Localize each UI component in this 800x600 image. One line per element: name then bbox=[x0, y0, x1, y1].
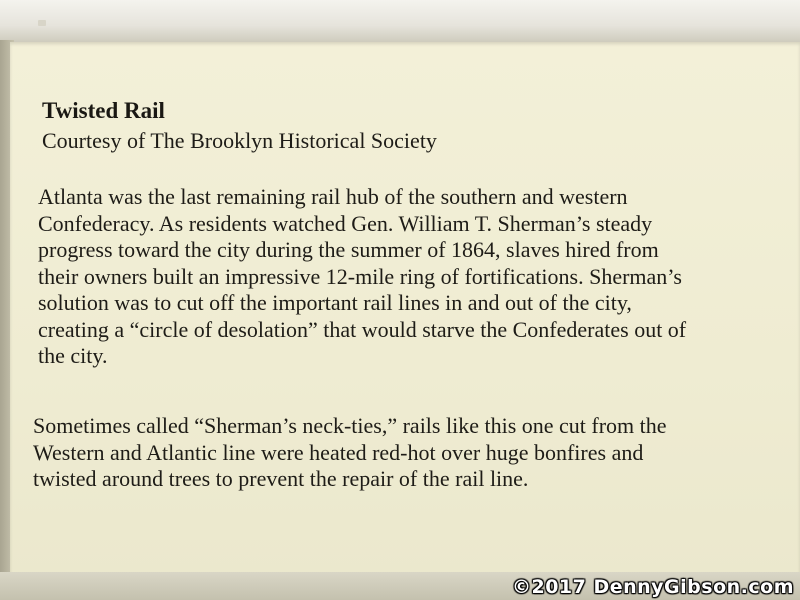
placard-paragraph-2 bbox=[33, 413, 667, 493]
rail-notch bbox=[38, 20, 46, 26]
paragraph-line: Confederacy. As residents watched Gen. William T. Sherman’s steady bbox=[38, 210, 653, 236]
paragraph-line: Atlanta was the last remaining rail hub of the southern and western bbox=[38, 184, 628, 209]
paragraph-line: progress toward the city during the summer of 1864, slaves hired from bbox=[38, 237, 659, 262]
placard-courtesy-line: Courtesy of The Brooklyn Historical Society bbox=[42, 128, 437, 153]
paragraph-line: the city. bbox=[38, 343, 108, 368]
paragraph-line: creating a “circle of desolation” that would starve the Confederates out of bbox=[38, 316, 687, 342]
placard-paragraph-1 bbox=[38, 184, 686, 370]
display-case-top-rail bbox=[0, 0, 800, 46]
paragraph-line: Sometimes called “Sherman’s neck-ties,” rails like this one cut from the bbox=[33, 413, 667, 438]
placard-title: Twisted Rail bbox=[42, 98, 165, 123]
paragraph-line: their owners built an impressive 12-mile ring of fortifications. Sherman’s bbox=[38, 263, 682, 289]
photo-copyright-watermark: ©2017 DennyGibson.com bbox=[511, 576, 794, 598]
paragraph-line: twisted around trees to prevent the repair of the rail line. bbox=[33, 466, 529, 491]
paragraph-line: Western and Atlantic line were heated red-hot over huge bonfires and bbox=[33, 439, 644, 465]
paragraph-line: solution was to cut off the important rail lines in and out of the city, bbox=[38, 290, 632, 315]
